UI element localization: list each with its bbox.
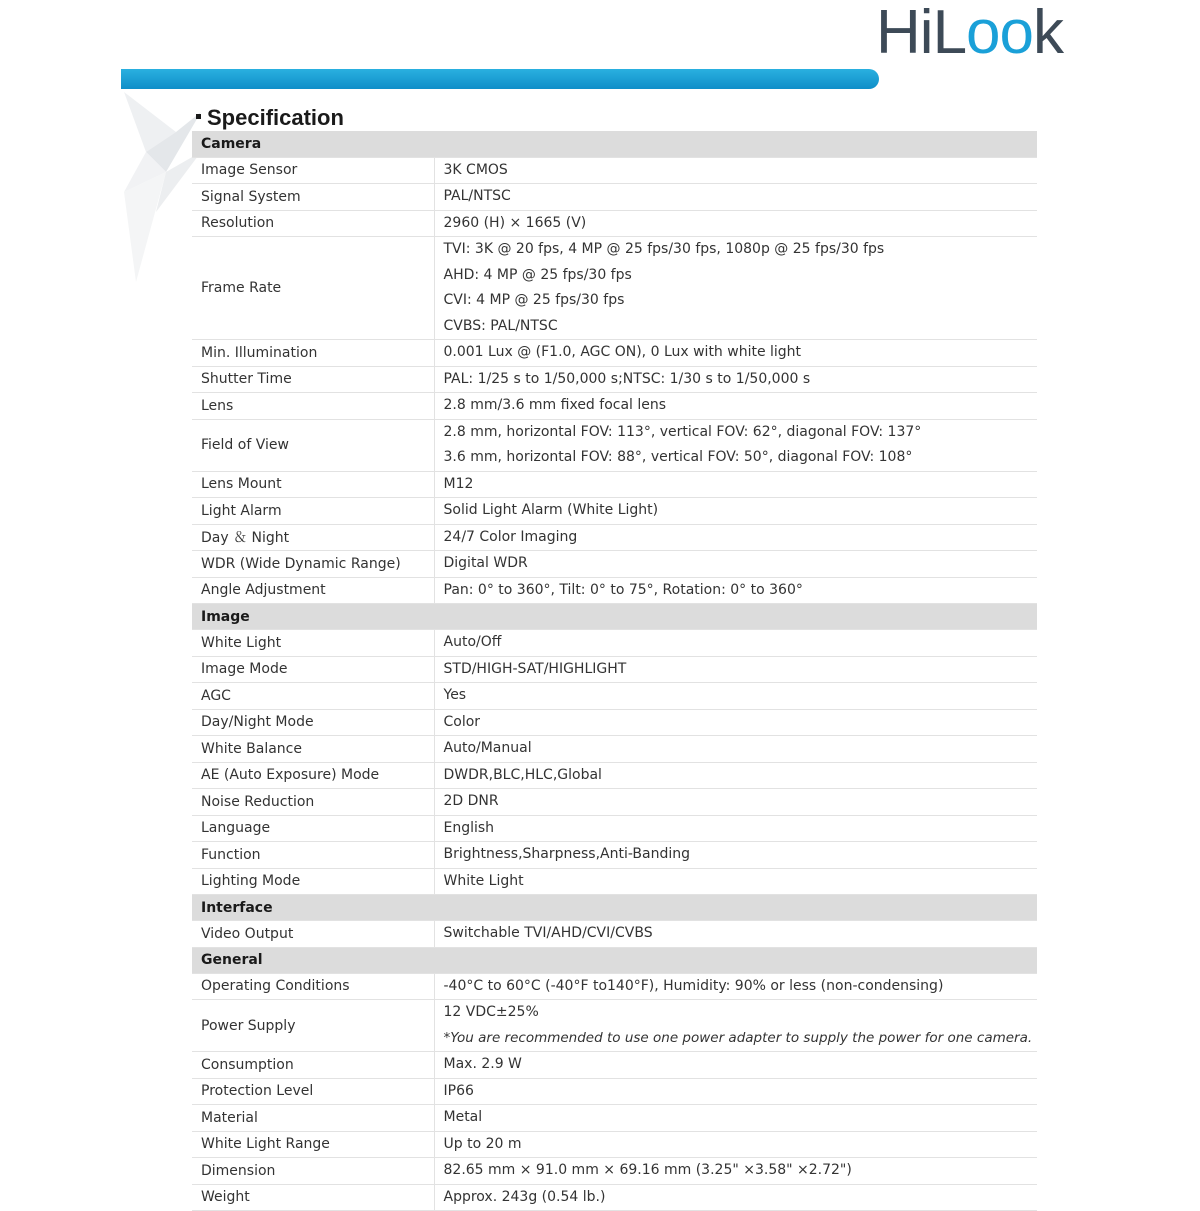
table-row bbox=[192, 921, 1037, 948]
spec-value bbox=[434, 210, 1037, 237]
spec-value-line: Auto/Manual bbox=[443, 740, 532, 756]
spec-value-line: PAL: 1/25 s to 1/50,000 s;NTSC: 1/30 s to 1/50,000 s bbox=[443, 370, 811, 387]
spec-value-line: CVI: 4 MP @ 25 fps/30 fps bbox=[443, 292, 625, 308]
table-row bbox=[192, 789, 1037, 816]
spec-value-line: Yes bbox=[443, 687, 467, 703]
spec-label: Frame Rate bbox=[192, 237, 434, 340]
spec-value bbox=[434, 1158, 1037, 1185]
spec-label: Image Mode bbox=[192, 656, 434, 683]
spec-value-line: M12 bbox=[443, 475, 474, 492]
section-title: Image bbox=[192, 604, 1037, 630]
spec-value-line: Auto/Off bbox=[443, 634, 502, 650]
spec-value-line: Switchable TVI/AHD/CVI/CVBS bbox=[443, 925, 653, 941]
spec-label: Min. Illumination bbox=[192, 340, 434, 367]
spec-value bbox=[434, 1052, 1037, 1079]
spec-value-line: English bbox=[443, 819, 495, 836]
spec-label: Video Output bbox=[192, 921, 434, 948]
spec-value-line: Solid Light Alarm (White Light) bbox=[443, 502, 659, 518]
spec-value bbox=[434, 1000, 1037, 1052]
table-row bbox=[192, 683, 1037, 710]
header-accent-bar bbox=[121, 69, 879, 89]
spec-value-line: 82.65 mm × 91.0 mm × 69.16 mm (3.25" ×3.58" ×2.72") bbox=[443, 1162, 852, 1178]
spec-value bbox=[434, 340, 1037, 367]
spec-value bbox=[434, 393, 1037, 420]
table-row bbox=[192, 762, 1037, 789]
spec-value-line: DWDR,BLC,HLC,Global bbox=[443, 766, 602, 783]
spec-label: Protection Level bbox=[192, 1078, 434, 1105]
spec-label: White Balance bbox=[192, 736, 434, 763]
spec-value-line: 3.6 mm, horizontal FOV: 88°, vertical FOV: 50°, diagonal FOV: 108° bbox=[443, 449, 913, 465]
table-row bbox=[192, 1000, 1037, 1052]
spec-value bbox=[434, 471, 1037, 498]
section-header-camera bbox=[192, 131, 1037, 157]
section-header-interface bbox=[192, 895, 1037, 921]
hilook-logo: HiLook bbox=[876, 0, 1064, 67]
table-row bbox=[192, 1105, 1037, 1132]
spec-label: Consumption bbox=[192, 1052, 434, 1079]
spec-value bbox=[434, 366, 1037, 393]
spec-label: Day/Night Mode bbox=[192, 709, 434, 736]
spec-label: Material bbox=[192, 1105, 434, 1132]
table-row bbox=[192, 577, 1037, 604]
spec-value bbox=[434, 551, 1037, 578]
spec-value-line: 12 VDC±25% bbox=[443, 1004, 539, 1020]
spec-label: Angle Adjustment bbox=[192, 577, 434, 604]
spec-label: Operating Conditions bbox=[192, 973, 434, 1000]
spec-value bbox=[434, 842, 1037, 869]
spec-value-line: 2960 (H) × 1665 (V) bbox=[443, 214, 587, 231]
spec-value-line: CVBS: PAL/NTSC bbox=[443, 317, 558, 334]
spec-value bbox=[434, 1184, 1037, 1211]
spec-value bbox=[434, 524, 1037, 551]
table-row bbox=[192, 498, 1037, 525]
spec-value bbox=[434, 789, 1037, 816]
table-row bbox=[192, 1052, 1037, 1079]
spec-value-line: 3K CMOS bbox=[443, 161, 508, 178]
spec-value-line: 2.8 mm, horizontal FOV: 113°, vertical FOV: 62°, diagonal FOV: 137° bbox=[443, 423, 922, 440]
spec-value bbox=[434, 683, 1037, 710]
table-row bbox=[192, 524, 1037, 551]
table-row bbox=[192, 184, 1037, 211]
table-row bbox=[192, 340, 1037, 367]
spec-value-line: Brightness,Sharpness,Anti-Banding bbox=[443, 846, 691, 862]
section-title: General bbox=[192, 947, 1037, 973]
table-row bbox=[192, 551, 1037, 578]
spec-label: AGC bbox=[192, 683, 434, 710]
spec-value-line: Approx. 243g (0.54 lb.) bbox=[443, 1188, 606, 1205]
spec-label: Field of View bbox=[192, 419, 434, 471]
spec-label: WDR (Wide Dynamic Range) bbox=[192, 551, 434, 578]
spec-value-line: AHD: 4 MP @ 25 fps/30 fps bbox=[443, 266, 632, 283]
spec-label: Weight bbox=[192, 1184, 434, 1211]
spec-value-line: 2D DNR bbox=[443, 793, 499, 809]
spec-value-line: Color bbox=[443, 713, 481, 730]
bullet-icon bbox=[196, 114, 201, 119]
spec-label: Power Supply bbox=[192, 1000, 434, 1052]
table-row bbox=[192, 1078, 1037, 1105]
spec-value-line: TVI: 3K @ 20 fps, 4 MP @ 25 fps/30 fps, 1080p @ 25 fps/30 fps bbox=[443, 241, 885, 257]
table-row bbox=[192, 157, 1037, 184]
page-title bbox=[196, 104, 344, 132]
spec-value-line: -40°C to 60°C (-40°F to140°F), Humidity: 90% or less (non-condensing) bbox=[443, 977, 944, 994]
spec-label: Language bbox=[192, 815, 434, 842]
spec-label: Function bbox=[192, 842, 434, 869]
spec-label: Image Sensor bbox=[192, 157, 434, 184]
spec-label: White Light Range bbox=[192, 1131, 434, 1158]
specification-table bbox=[192, 131, 1037, 1211]
spec-label: Day ＆ Night bbox=[192, 524, 434, 551]
section-header-image bbox=[192, 604, 1037, 630]
spec-value bbox=[434, 498, 1037, 525]
section-title: Interface bbox=[192, 895, 1037, 921]
spec-value bbox=[434, 157, 1037, 184]
spec-value-line: PAL/NTSC bbox=[443, 188, 511, 204]
table-row bbox=[192, 656, 1037, 683]
spec-value-line: Up to 20 m bbox=[443, 1135, 522, 1152]
spec-value-line: 2.8 mm/3.6 mm fixed focal lens bbox=[443, 397, 667, 413]
spec-label: Light Alarm bbox=[192, 498, 434, 525]
spec-label: Lens bbox=[192, 393, 434, 420]
spec-value bbox=[434, 630, 1037, 657]
table-row bbox=[192, 630, 1037, 657]
table-row bbox=[192, 815, 1037, 842]
table-row bbox=[192, 868, 1037, 895]
spec-label: Shutter Time bbox=[192, 366, 434, 393]
spec-value bbox=[434, 656, 1037, 683]
table-row bbox=[192, 736, 1037, 763]
spec-label: White Light bbox=[192, 630, 434, 657]
spec-value bbox=[434, 868, 1037, 895]
table-row bbox=[192, 1184, 1037, 1211]
spec-value bbox=[434, 1078, 1037, 1105]
table-row bbox=[192, 709, 1037, 736]
spec-value-line: IP66 bbox=[443, 1082, 474, 1099]
spec-value bbox=[434, 709, 1037, 736]
spec-value bbox=[434, 815, 1037, 842]
spec-value-line: 24/7 Color Imaging bbox=[443, 528, 578, 545]
table-row bbox=[192, 366, 1037, 393]
spec-label: Noise Reduction bbox=[192, 789, 434, 816]
spec-value-line: Digital WDR bbox=[443, 555, 528, 571]
spec-value bbox=[434, 419, 1037, 471]
spec-value-line: 0.001 Lux @ (F1.0, AGC ON), 0 Lux with white light bbox=[443, 344, 802, 360]
table-row bbox=[192, 1158, 1037, 1185]
table-row bbox=[192, 842, 1037, 869]
spec-value bbox=[434, 577, 1037, 604]
section-title: Camera bbox=[192, 131, 1037, 157]
table-row bbox=[192, 419, 1037, 471]
spec-value bbox=[434, 973, 1037, 1000]
spec-value bbox=[434, 1105, 1037, 1132]
spec-value-line: *You are recommended to use one power adapter to supply the power for one camera. bbox=[443, 1029, 1033, 1046]
spec-label: Signal System bbox=[192, 184, 434, 211]
spec-value bbox=[434, 736, 1037, 763]
table-row bbox=[192, 237, 1037, 340]
spec-value-line: STD/HIGH-SAT/HIGHLIGHT bbox=[443, 660, 627, 677]
spec-value bbox=[434, 921, 1037, 948]
spec-value bbox=[434, 184, 1037, 211]
spec-label: Dimension bbox=[192, 1158, 434, 1185]
spec-value-line: Pan: 0° to 360°, Tilt: 0° to 75°, Rotation: 0° to 360° bbox=[443, 581, 803, 598]
table-row bbox=[192, 1131, 1037, 1158]
table-row bbox=[192, 393, 1037, 420]
spec-label: Resolution bbox=[192, 210, 434, 237]
spec-value-line: White Light bbox=[443, 872, 524, 889]
spec-value bbox=[434, 1131, 1037, 1158]
spec-label: AE (Auto Exposure) Mode bbox=[192, 762, 434, 789]
table-row bbox=[192, 973, 1037, 1000]
section-header-general bbox=[192, 947, 1037, 973]
spec-value-line: Max. 2.9 W bbox=[443, 1056, 522, 1072]
page-title-text: Specification bbox=[207, 105, 344, 130]
table-row bbox=[192, 471, 1037, 498]
table-row bbox=[192, 210, 1037, 237]
spec-value-line: Metal bbox=[443, 1109, 483, 1125]
spec-value bbox=[434, 237, 1037, 340]
spec-label: Lens Mount bbox=[192, 471, 434, 498]
spec-label: Lighting Mode bbox=[192, 868, 434, 895]
spec-value bbox=[434, 762, 1037, 789]
